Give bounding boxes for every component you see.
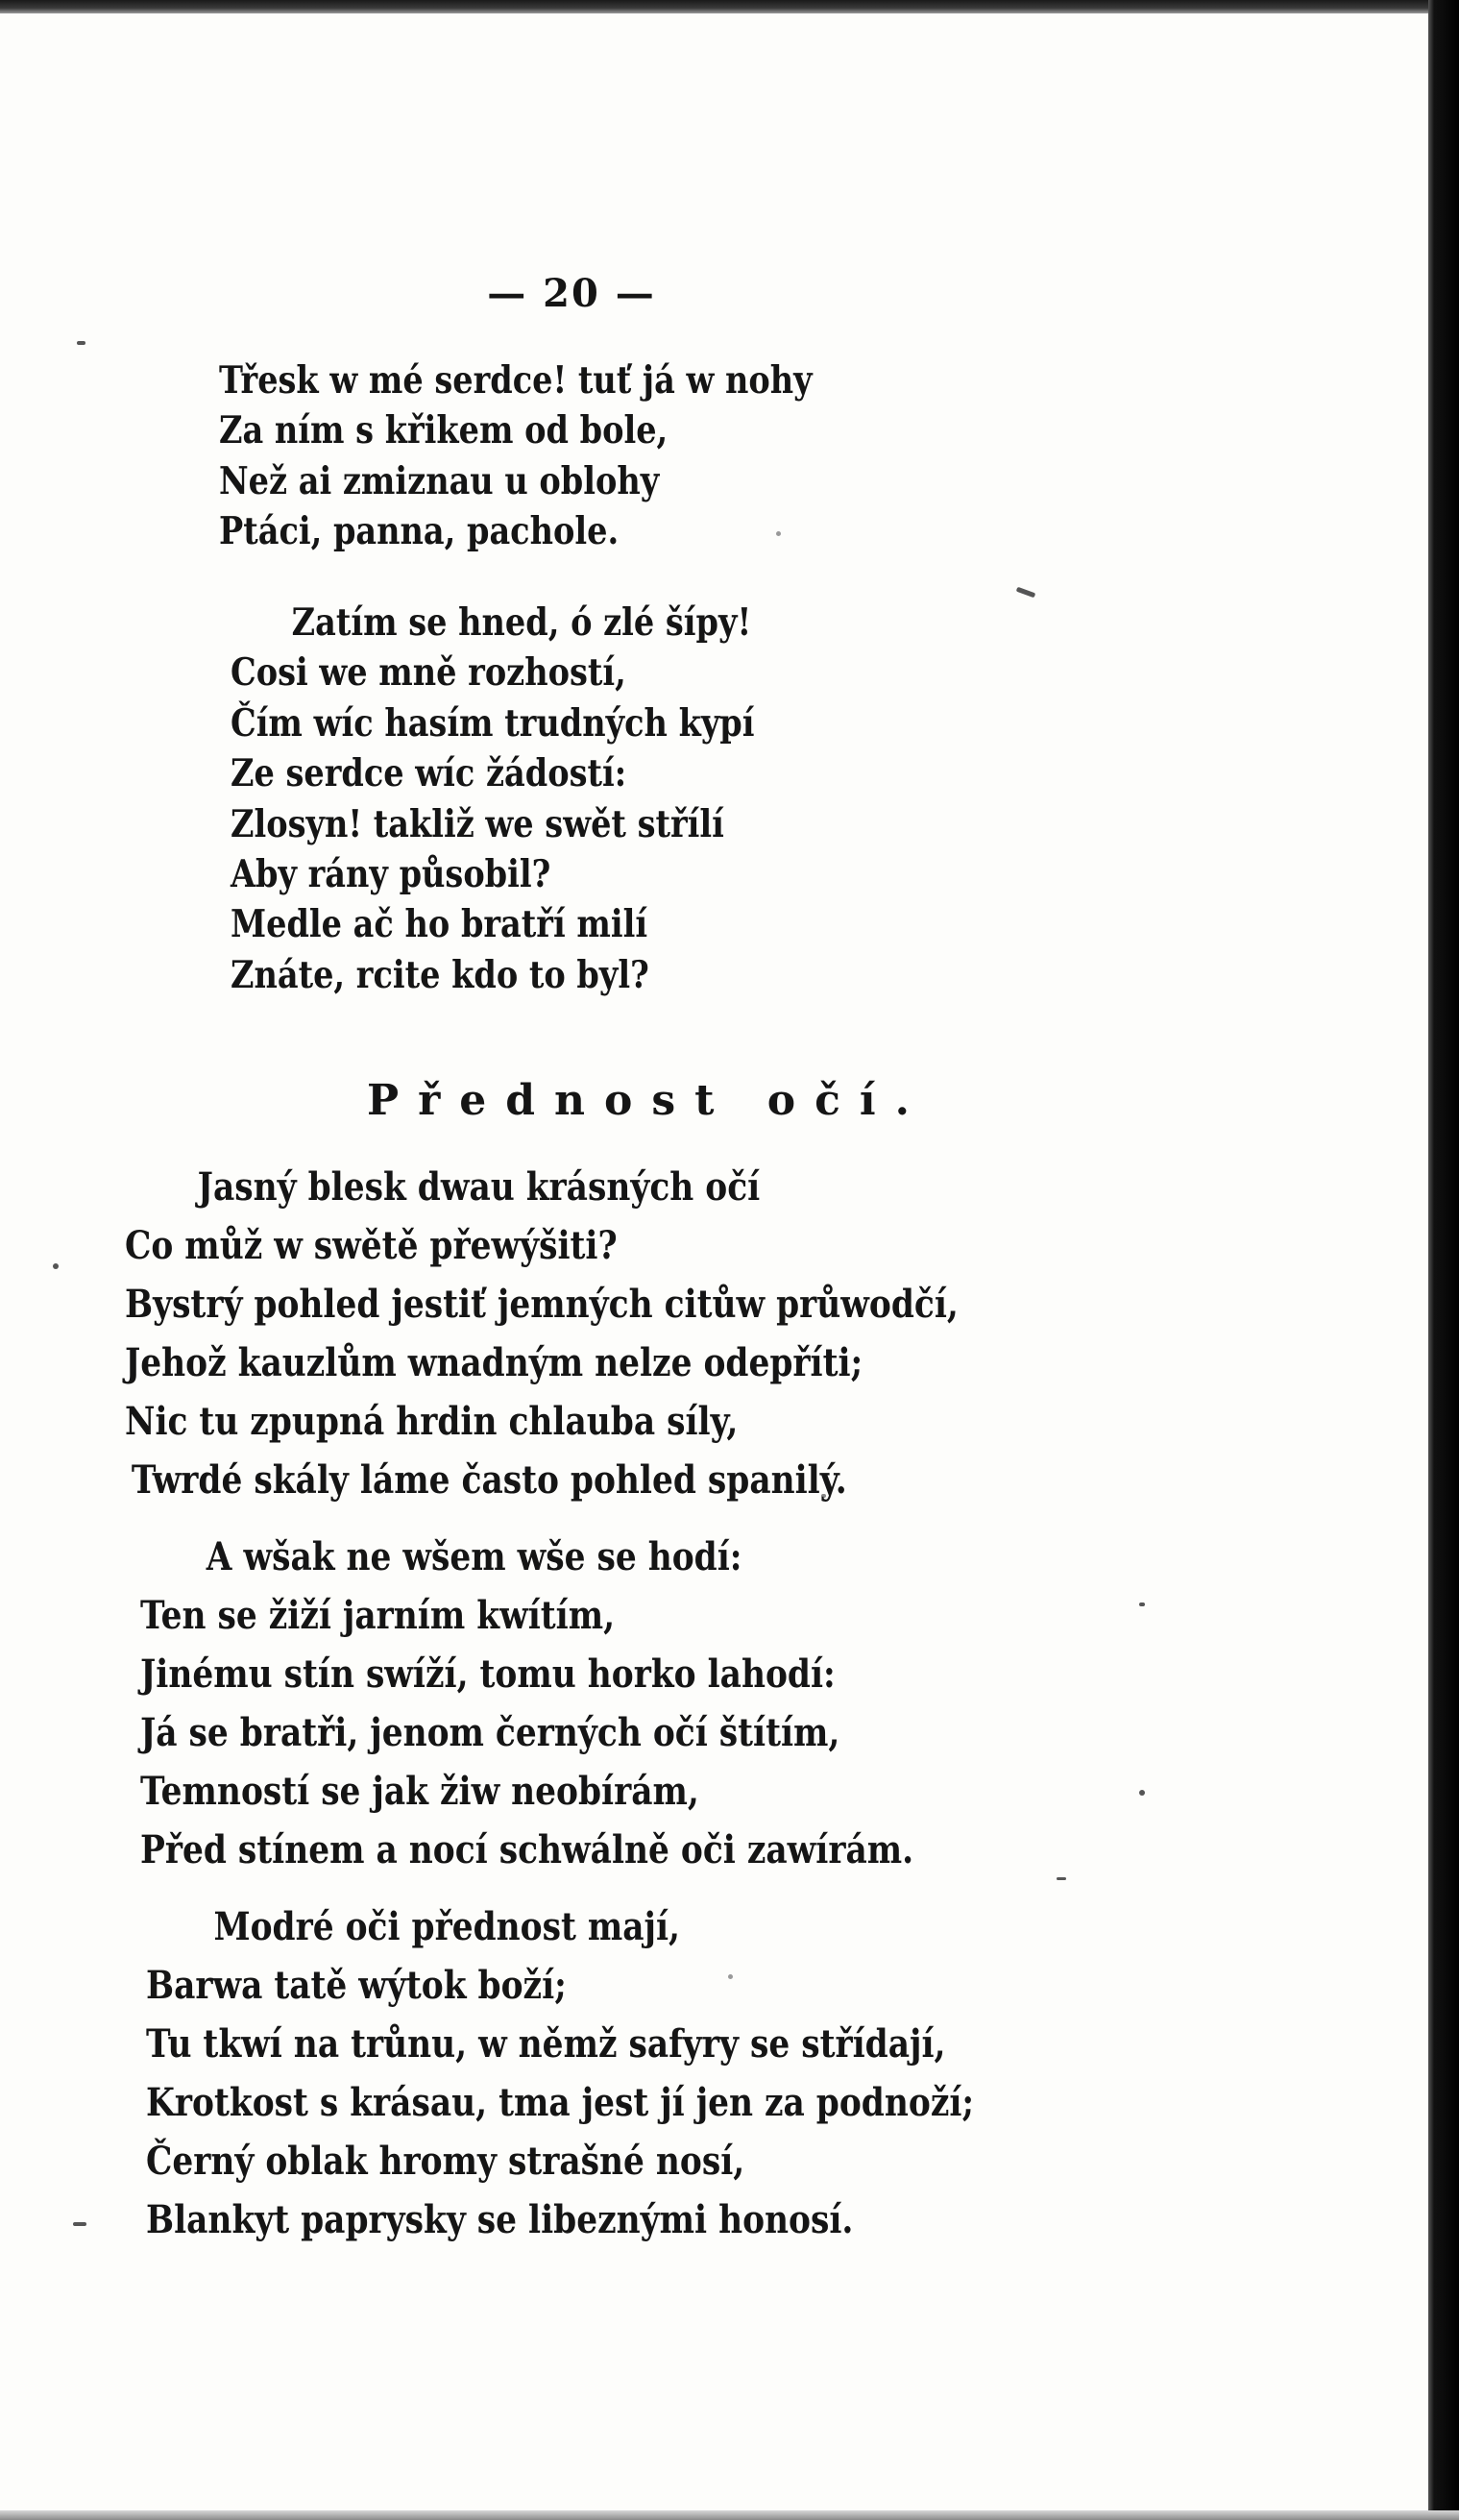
ink-speck [1139, 1603, 1145, 1606]
verse-line: Zlosyn! takliž we swět střílí [231, 801, 724, 846]
poem-end-stanza-1 [219, 355, 813, 557]
verse-line: Nic tu zpupná hrdin chlauba síly, [125, 1399, 739, 1444]
page-right-edge [1428, 0, 1459, 2520]
ink-speck [1139, 1790, 1145, 1796]
verse-line: Čím wíc hasím trudných kypí [231, 700, 755, 746]
verse-line: Twrdé skály láme často pohled spanilý. [131, 1457, 847, 1503]
verse-line: Barwa tatě wýtok boží; [146, 1963, 567, 2008]
verse-line: Ten se žiží jarním kwítím, [140, 1593, 616, 1638]
page-top-edge [0, 0, 1459, 13]
poem-end-stanza-2 [231, 598, 755, 1000]
verse-line: Medle ač ho bratří milí [231, 902, 648, 947]
ink-speck [73, 2222, 86, 2226]
page-bottom-edge [0, 2510, 1459, 2520]
verse-line: Jasný blesk dwau krásných očí [197, 1164, 761, 1210]
ink-speck [77, 341, 85, 345]
poem-stanza-2 [140, 1528, 913, 1879]
verse-line: Zatím se hned, ó zlé šípy! [291, 600, 752, 645]
ink-speck [53, 1263, 59, 1269]
verse-line: Tu tkwí na trůnu, w němž safyry se střídají, [146, 2021, 946, 2067]
verse-line: Jehož kauzlům wnadným nelze odepříti; [125, 1340, 863, 1385]
verse-line: Znáte, rcite kdo to byl? [231, 952, 649, 997]
verse-line: Co můž w swětě přewýšiti? [125, 1223, 618, 1268]
poem-stanza-1 [125, 1158, 959, 1509]
poem-stanza-3 [146, 1897, 974, 2249]
section-title: Přednost očí. [367, 1076, 929, 1125]
verse-line: Ze serdce wíc žádostí: [231, 751, 627, 796]
verse-line: Aby rány působil? [231, 852, 551, 897]
verse-line: Ptáci, panna, pachole. [219, 509, 620, 554]
page-number: — 20 — [487, 271, 656, 316]
verse-line: Třesk w mé serdce! tuť já w nohy [219, 358, 813, 403]
verse-line: Než ai zmiznau u oblohy [219, 458, 660, 503]
verse-line: Temností se jak žiw neobírám, [140, 1769, 699, 1814]
ink-speck [1016, 587, 1036, 599]
verse-line: Já se bratři, jenom černých očí štítím, [140, 1710, 840, 1755]
verse-line: Jinému stín swíží, tomu horko lahodí: [140, 1651, 836, 1697]
verse-line: Blankyt paprysky se libeznými honosí. [146, 2197, 854, 2242]
verse-line: A wšak ne wšem wše se hodí: [206, 1534, 742, 1579]
verse-line: Před stínem a nocí schwálně oči zawírám. [140, 1827, 914, 1872]
ink-speck [1057, 1877, 1066, 1880]
verse-line: Za ním s křikem od bole, [219, 408, 669, 453]
verse-line: Cosi we mně rozhostí, [231, 650, 626, 696]
verse-line: Krotkost s krásau, tma jest jí jen za podnoží; [146, 2080, 975, 2125]
verse-line: Černý oblak hromy strašné nosí, [146, 2139, 745, 2184]
verse-line: Bystrý pohled jestiť jemných citůw průwodčí, [125, 1282, 959, 1327]
verse-line: Modré oči přednost mají, [213, 1904, 681, 1949]
